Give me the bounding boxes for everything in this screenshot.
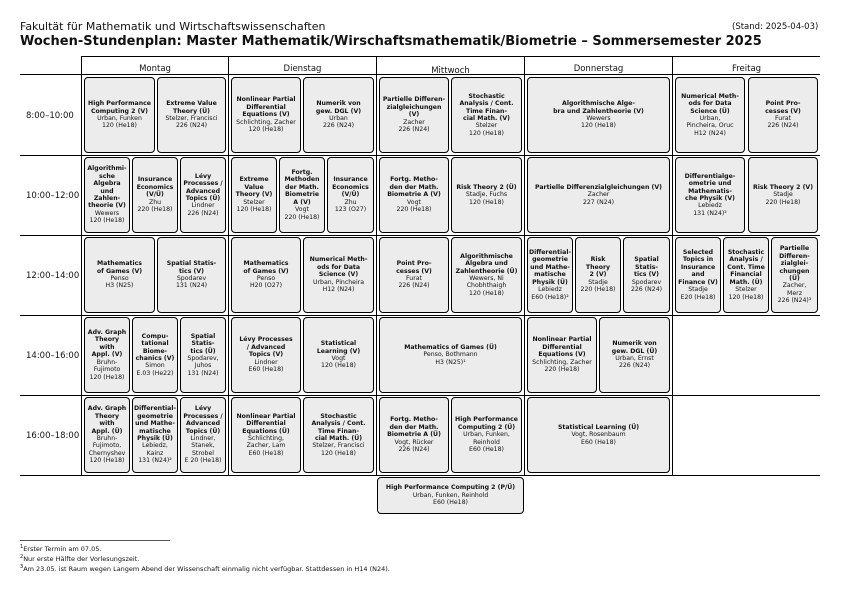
course-lecturers: Penso <box>256 275 276 282</box>
course-title: Lévy Processes / Advanced Topics (Ü) <box>183 172 223 202</box>
course-title: Numerik von gew. DGL (Ü) <box>611 340 658 355</box>
course-title: Risk Theory 2 (V) <box>752 183 814 191</box>
course-block[interactable] <box>231 77 301 153</box>
course-lecturers: Furat <box>775 115 791 122</box>
course-lecturers: Schlichting, Zacher <box>236 118 296 126</box>
course-block[interactable] <box>327 157 374 233</box>
course-room: 220 (He18) <box>580 286 616 294</box>
course-block[interactable] <box>303 397 374 473</box>
course-room: E 20 (He18) <box>184 457 222 465</box>
course-room: E20 (He18) <box>680 293 716 301</box>
course-title: Mathematics of Games (V) <box>96 260 143 275</box>
course-block[interactable] <box>84 237 155 313</box>
course-room: 226 (N24) <box>175 122 208 130</box>
course-block[interactable] <box>157 77 226 153</box>
course-lecturers: Spodarev, Juhos <box>187 355 219 370</box>
course-room: 226 (N24) <box>398 282 430 290</box>
course-block[interactable] <box>723 237 769 313</box>
course-lecturers: Vogt, Rücker <box>394 438 434 446</box>
grid-line-row5 <box>20 475 820 476</box>
course-room: 226 (N24) <box>398 126 430 134</box>
course-room: E60 (He18)² <box>531 293 569 301</box>
course-title: Adv. Graph Theory with Appl. (Ü) <box>87 405 127 435</box>
course-title: Point Pro- cesses (V) <box>765 100 801 115</box>
course-block[interactable] <box>180 317 226 393</box>
course-block[interactable] <box>451 157 522 233</box>
course-title: Nonlinear Partial Differential Equations (V) <box>236 96 296 119</box>
course-title: Algorithmische Algebra und Zahlentheorie (Ü) <box>455 252 518 275</box>
grid-line-col4 <box>672 56 673 476</box>
course-title: Partielle Differen- zialgleichungen (V) <box>382 96 446 119</box>
course-title: Lévy Processes / Advanced Topics (Ü) <box>183 405 223 435</box>
course-title: Numerical Meth- ods for Data Science (Ü) <box>681 92 739 115</box>
course-title: Extreme Value Theory (V) <box>235 176 273 199</box>
course-room: 120 (He18) <box>581 122 616 130</box>
course-block[interactable] <box>84 77 155 153</box>
course-title: Risk Theory 2 (Ü) <box>456 183 517 191</box>
course-block[interactable] <box>180 157 226 233</box>
course-title: Partielle Differen- zialglei- chungen (Ü) <box>779 245 810 282</box>
course-lecturers: Simon <box>145 362 165 370</box>
course-block[interactable] <box>675 237 721 313</box>
course-block[interactable] <box>279 157 325 233</box>
page-title: Wochen-Stundenplan: Master Mathematik/Wirschaftsmathematik/Biometrie – Sommersemester 2025 <box>20 34 762 49</box>
course-lecturers: Schlichting, Zacher, Lam <box>246 435 286 450</box>
day-header-dienstag: Dienstag <box>283 64 322 74</box>
course-lecturers: Wewers <box>586 115 611 122</box>
course-room: 120 (He18) <box>248 126 284 134</box>
course-block[interactable] <box>132 397 178 473</box>
footnote-mark: 2 <box>20 554 24 560</box>
course-block[interactable] <box>231 397 301 473</box>
footnote-text: Am 23.05. ist Raum wegen Langem Abend der Wissenschaft einmalig nicht verfügbar. Stattdessen in H14 (N24). <box>23 565 390 574</box>
course-block[interactable] <box>675 77 745 153</box>
course-title: Differential- geometrie und Mathe- matische Physik (Ü) <box>528 248 572 286</box>
course-block[interactable] <box>451 397 522 473</box>
course-block[interactable] <box>527 317 597 393</box>
course-lecturers: Stelzer <box>735 286 757 294</box>
course-block[interactable] <box>303 77 374 153</box>
course-lecturers: Urban, Pincheira <box>312 278 365 286</box>
course-room: 227 (N24) <box>582 198 615 206</box>
course-room: E60 (He18) <box>581 438 616 446</box>
course-block[interactable] <box>771 237 818 313</box>
course-block[interactable] <box>377 477 524 514</box>
course-block[interactable] <box>84 157 130 233</box>
grid-line-row4 <box>20 395 820 396</box>
course-title: Mathematics of Games (V) <box>243 260 289 275</box>
course-title: Fortg. Metho- den der Math. Biometrie A (V) <box>387 176 441 199</box>
time-label: 8:00–10:00 <box>26 111 74 121</box>
course-room: 120 (He18) <box>469 129 504 137</box>
course-lecturers: Schlichting, Zacher <box>532 358 592 366</box>
course-title: Statistical Learning (Ü) <box>557 423 640 431</box>
day-header-montag: Montag <box>139 64 171 74</box>
course-room: 226 (N24) <box>322 122 355 130</box>
course-block[interactable] <box>303 317 374 393</box>
course-room: E60 (He18) <box>248 366 284 374</box>
course-lecturers: Stelzer, Francisci <box>165 115 218 122</box>
course-lecturers: Penso <box>110 275 129 282</box>
course-block[interactable] <box>379 77 449 153</box>
course-block[interactable] <box>132 317 178 393</box>
faculty-name: Fakultät für Mathematik und Wirtschaftswissenschaften <box>20 20 326 33</box>
grid-line-row1 <box>20 155 820 156</box>
course-lecturers: Urban, Pincheira, Oruc <box>686 115 734 130</box>
course-room: 226 (N24)³ <box>777 297 812 305</box>
course-lecturers: Urban <box>329 115 348 122</box>
course-room: 226 (N24) <box>398 446 430 454</box>
course-block[interactable] <box>527 77 670 153</box>
course-lecturers: Lindner <box>254 358 278 366</box>
course-title: High Performance Computing 2 (V) <box>88 100 151 115</box>
course-lecturers: Penso, Bothmann <box>423 351 478 359</box>
course-title: Fortg. Metho- den der Math. Biometrie A (Ü) <box>387 416 441 439</box>
course-block[interactable] <box>379 157 449 233</box>
course-room: 120 (He18) <box>728 293 764 301</box>
course-title: Stochastic Analysis / Cont. Time Finan- cial Math. (V) <box>459 92 514 122</box>
course-lecturers: Stadje <box>688 286 708 294</box>
course-lecturers: Lindner <box>191 202 215 210</box>
course-title: Stochastic Analysis / Cont. Time Finan- cial Math. (Ü) <box>311 412 366 442</box>
course-room: 226 (N24) <box>767 122 799 130</box>
course-title: Nonlinear Partial Differential Equations (Ü) <box>236 412 296 435</box>
course-lecturers: Wewers <box>94 209 120 217</box>
course-room: 123 (O27) <box>334 206 367 214</box>
course-room: 120 (He18) <box>89 373 125 381</box>
course-block[interactable] <box>599 317 670 393</box>
course-lecturers: Stadje <box>773 191 793 199</box>
course-room: H12 (N24) <box>322 286 355 294</box>
course-room: E60 (He18) <box>248 449 284 457</box>
course-lecturers: Vogt <box>331 355 346 362</box>
course-lecturers: Wewers, Ni Chobhthaigh <box>466 275 507 290</box>
footnote <box>20 544 101 553</box>
course-room: 226 (N24) <box>187 209 219 217</box>
course-room: E60 (He18) <box>469 446 504 454</box>
footnote-text: Nur erste Hälfte der Vorlesungszeit. <box>23 555 140 564</box>
course-room: H3 (N25) <box>105 282 134 290</box>
day-header-donnerstag: Donnerstag <box>573 64 624 74</box>
course-block[interactable] <box>231 157 277 233</box>
course-title: Nonlinear Partial Differential Equations (V) <box>532 336 592 359</box>
course-title: Adv. Graph Theory with Appl. (V) <box>87 328 127 359</box>
course-title: Numerik von gew. DGL (V) <box>315 100 362 115</box>
grid-line-col0 <box>81 56 82 476</box>
course-title: Risk Theory 2 (V) <box>585 256 611 279</box>
course-lecturers: Spodarev <box>631 278 662 286</box>
course-block[interactable] <box>231 237 301 313</box>
course-lecturers: Stelzer <box>475 122 498 130</box>
course-block[interactable] <box>180 397 226 473</box>
course-room: 131 (N24) <box>187 369 219 377</box>
course-title: Stochastic Analysis / Cont. Time Financial Math. (Ü) <box>727 248 765 286</box>
course-block[interactable] <box>527 157 670 233</box>
footnote-divider <box>20 540 170 541</box>
course-lecturers: Vogt <box>295 206 309 214</box>
course-block[interactable] <box>132 157 178 233</box>
course-lecturers: Stelzer <box>243 198 265 206</box>
footnote-text: Erster Termin am 07.05. <box>23 545 102 554</box>
course-room: 120 (He18) <box>102 122 137 130</box>
course-room: H20 (O27) <box>249 282 283 290</box>
course-title: Differential- geometrie und Mathe- matische Physik (Ü) <box>133 405 177 442</box>
course-block[interactable] <box>379 397 449 473</box>
course-title: Differentialge- ometrie und Mathematis- che Physik (V) <box>684 172 736 202</box>
course-title: Partielle Differenzialgleichungen (V) <box>535 183 662 191</box>
course-block[interactable] <box>623 237 670 313</box>
course-lecturers: Zhu <box>148 198 162 206</box>
course-lecturers: Lebiedz <box>698 202 722 210</box>
time-label: 14:00–16:00 <box>26 351 80 361</box>
course-title: Compu- tational Biome- chanics (V) <box>135 332 175 362</box>
time-label: 10:00–12:00 <box>26 191 80 201</box>
course-block[interactable] <box>527 397 670 473</box>
course-block[interactable] <box>575 237 621 313</box>
course-title: Fortg. Methoden der Math. Biometrie A (V) <box>284 168 320 206</box>
footnote-mark: 3 <box>20 564 24 570</box>
course-lecturers: Urban, Funken <box>97 115 142 122</box>
course-block[interactable] <box>303 237 374 313</box>
course-lecturers: Zhu <box>344 198 357 206</box>
course-title: Algorithmi- sche Algebra und Zahlen- theorie (V) <box>87 165 127 210</box>
course-lecturers: Urban, Funken, Reinhold <box>412 491 489 499</box>
course-lecturers: Vogt <box>407 198 421 206</box>
course-block[interactable] <box>379 317 522 393</box>
course-title: Insurance Economics (V/Ü) <box>136 176 174 199</box>
course-block[interactable] <box>84 397 130 473</box>
course-title: Numerical Meth- ods for Data Science (V) <box>309 256 368 279</box>
course-block[interactable] <box>527 237 573 313</box>
course-block[interactable] <box>748 157 818 233</box>
course-title: High Performance Computing 2 (P/Ü) <box>385 484 516 492</box>
course-title: Statistical Learning (V) <box>316 340 361 355</box>
course-title: Algorithmische Alge- bra und Zahlentheorie (V) <box>553 100 644 115</box>
grid-line-col2 <box>376 56 377 476</box>
course-title: Spatial Statis- tics (V) <box>166 260 217 275</box>
course-lecturers: Bruhn- Fujimoto, Chernyshev <box>88 435 126 457</box>
course-lecturers: Lebiedz, Kainz <box>142 442 168 457</box>
course-block[interactable] <box>675 157 745 233</box>
time-label: 16:00–18:00 <box>26 431 80 441</box>
course-lecturers: Zacher, Merz <box>782 282 807 297</box>
course-room: 120 (He18) <box>321 449 356 457</box>
course-block[interactable] <box>84 317 130 393</box>
course-room: 220 (He18) <box>396 206 432 214</box>
grid-line-row3 <box>20 315 820 316</box>
course-title: Mathematics of Games (Ü) <box>404 343 497 351</box>
course-room: 131 (N24)² <box>138 457 172 465</box>
course-room: 226 (N24) <box>630 286 663 294</box>
grid-line-header <box>81 56 820 57</box>
footnote-mark: 1 <box>20 544 24 550</box>
course-room: H12 (N24) <box>694 129 726 137</box>
grid-line-row2 <box>20 235 820 236</box>
course-lecturers: Lebiedz <box>538 286 562 294</box>
course-lecturers: Stadje, Fuchs <box>465 191 508 199</box>
course-lecturers: Zacher <box>403 118 425 126</box>
grid-line-col3 <box>524 56 525 476</box>
course-block[interactable] <box>451 237 522 313</box>
course-room: 120 (He18) <box>469 289 504 297</box>
course-lecturers: Bruhn- Fujimoto <box>93 358 121 374</box>
grid-line-col1 <box>228 56 229 476</box>
course-lecturers: Urban, Funken, Reinhold <box>463 431 510 446</box>
course-room: 120 (He18) <box>236 206 272 214</box>
course-block[interactable] <box>451 77 522 153</box>
footnote <box>20 554 139 563</box>
course-title: High Performance Computing 2 (Ü) <box>455 416 518 431</box>
course-room: 120 (He18) <box>321 362 356 370</box>
course-title: Lévy Processes / Advanced Topics (V) <box>239 336 293 359</box>
time-label: 12:00–14:00 <box>26 271 80 281</box>
course-room: 120 (He18) <box>89 217 125 225</box>
course-block[interactable] <box>157 237 226 313</box>
course-lecturers: Spodarev <box>176 275 207 282</box>
footnote <box>20 564 390 573</box>
course-lecturers: Zacher <box>587 191 610 199</box>
course-lecturers: Vogt, Rosenbaum <box>571 431 626 439</box>
course-lecturers: Lindner, Stanek, Strobel <box>190 435 216 457</box>
course-room: 131 (N24)² <box>693 209 727 217</box>
course-room: E60 (He18) <box>433 499 468 507</box>
day-header-freitag: Freitag <box>731 64 762 74</box>
course-block[interactable] <box>231 317 301 393</box>
course-title: Insurance Economics (V/Ü) <box>332 176 369 199</box>
course-lecturers: Urban, Ernst <box>615 355 654 362</box>
course-title: Point Pro- cesses (V) <box>396 260 432 275</box>
course-title: Spatial Statis- tics (V) <box>633 256 660 279</box>
course-lecturers: Furat <box>406 275 422 282</box>
course-room: E.03 (He22) <box>136 369 174 377</box>
course-room: 120 (He18) <box>469 198 504 206</box>
course-title: Extreme Value Theory (Ü) <box>166 100 217 115</box>
course-room: 226 (N24) <box>618 362 651 370</box>
date-stamp: (Stand: 2025-04-03) <box>732 22 819 32</box>
course-block[interactable] <box>379 237 449 313</box>
course-title: Spatial Statis- tics (Ü) <box>190 332 216 355</box>
day-header-mittwoch: Mittwoch <box>431 66 470 76</box>
course-lecturers: Stelzer, Francisci <box>312 442 365 450</box>
course-room: 220 (He18) <box>284 213 320 221</box>
course-room: 220 (He18) <box>137 206 173 214</box>
course-block[interactable] <box>748 77 818 153</box>
course-room: H3 (N25)¹ <box>435 358 466 366</box>
course-room: 220 (He18) <box>765 198 801 206</box>
course-room: 220 (He18) <box>544 366 580 374</box>
course-lecturers: Stadje <box>588 278 608 286</box>
course-title: Selected Topics in Insurance and Finance (V) <box>678 248 718 286</box>
course-room: 131 (N24) <box>175 282 208 290</box>
course-room: 120 (He18) <box>89 457 125 465</box>
